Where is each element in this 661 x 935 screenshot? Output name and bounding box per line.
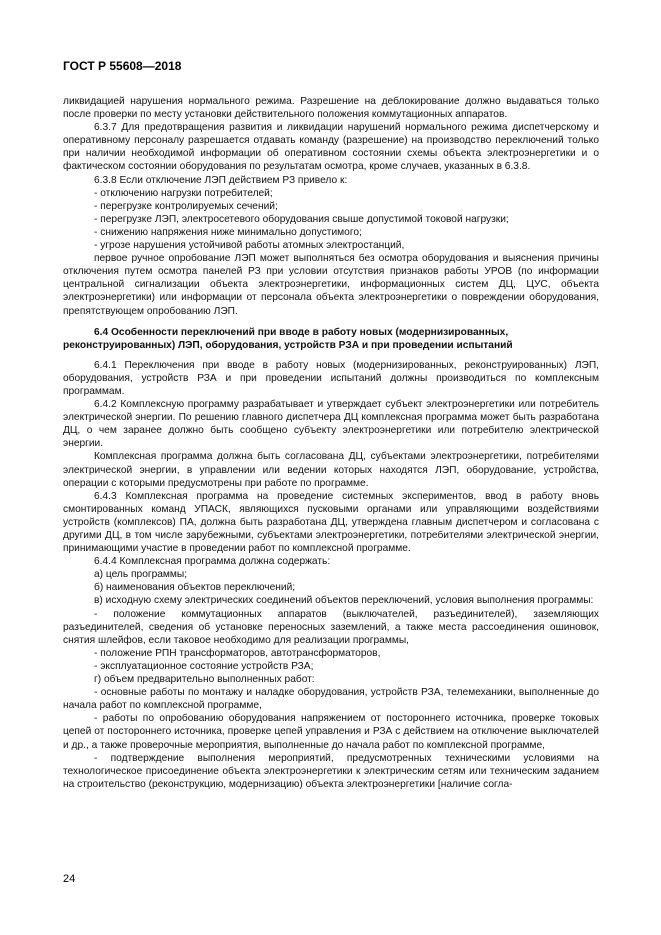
list-item: - перегрузке ЛЭП, электросетевого оборудования свыше допустимой токовой нагрузки; xyxy=(94,213,509,225)
page-number: 24 xyxy=(63,873,76,885)
list-item: - перегрузке контролируемых сечений; xyxy=(94,200,278,212)
list-item: - снижению напряжения ниже минимально допустимого; xyxy=(94,226,362,238)
list-item: б) наименования объектов переключений; xyxy=(94,582,296,594)
paragraph: первое ручное опробование ЛЭП может выполняться без осмотра оборудования и выяснения причины отключения путем осмотра панелей РЗ при условии отсутствия признаков работы УРОВ (по информации центральной сигнализации объекта электроэнергетики, информационных систем ДЦ, ЦУС, объекта электроэнергетики) или информации от персонала объекта электроэнергетики о повреждении оборудования, препятствующем опробованию ЛЭП. xyxy=(63,253,599,317)
paragraph-6-4-1: 6.4.1 Переключения при вводе в работу новых (модернизированных, реконструированных) ЛЭП, оборудования, устройств РЗА и при проведении испытаний должны производиться по комплексным программам. xyxy=(63,359,599,397)
document-code-header: ГОСТ Р 55608—2018 xyxy=(63,59,182,73)
paragraph-6-3-7: 6.3.7 Для предотвращения развития и ликвидации нарушений нормального режима диспетчерскому и оперативному персоналу разрешается отдавать команду (разрешение) на производство переключений только при наличии необходимой информации об оперативном состоянии схемы объекта электроэнергетики и о фактическом состоянии оборудования по результатам осмотра, кроме случаев, указанных в 6.3.8. xyxy=(63,122,599,173)
paragraph-6-4-3: 6.4.3 Комплексная программа на проведение системных экспериментов, ввод в работу вновь смонтированных команд УПАСК, являющихся пусковыми органами или управляющими воздействиями устройств (комплексов) ПА, должна быть разработана ДЦ, утверждена главным диспетчером и согласована с другими ДЦ, в том числе зарубежными, субъектами электроэнергетики, потребителями электрической энергии, принимающими участие в проведении работ по комплексной программе. xyxy=(63,490,599,555)
list-item: - подтверждение выполнения мероприятий, предусмотренных техническими условиями на технологическое присоединение объекта электроэнергетики к электрическим сетям или техническим заданием на строительство (реконструкцию, модернизацию) объекта электроэнергетики [наличие согла- xyxy=(63,752,599,790)
list-item: - положение коммутационных аппаратов (выключателей, разъединителей), заземляющих разъединителей, сведения об установке переносных заземлений, а также места рассоединения ошиновок, снятия шлейфов, если таковое необходимо для реализации программы, xyxy=(63,608,599,646)
list-item: а) цель программы; xyxy=(94,569,188,581)
section-heading-6-4: 6.4 Особенности переключений при вводе в работу новых (модернизированных, реконструированных) ЛЭП, оборудования, устройств РЗА и при проведении испытаний xyxy=(63,326,513,351)
list-item: - положение РПН трансформаторов, автотрансформаторов, xyxy=(94,647,381,659)
paragraph: Комплексная программа должна быть согласована ДЦ, субъектами электроэнергетики, потребителями электрической энергии, в управлении или ведении которых находятся ЛЭП, оборудование, устройства, операции с которыми предусмотрены при работе по программе. xyxy=(63,451,599,489)
list-item: в) исходную схему электрических соединений объектов переключений, условия выполнения программы: xyxy=(94,595,594,607)
list-item: - основные работы по монтажу и наладке оборудования, устройств РЗА, телемеханики, выполненные до начала работ по комплексной программе, xyxy=(63,687,599,712)
list-item: - угрозе нарушения устойчивой работы атомных электростанций, xyxy=(94,240,405,252)
list-item: - эксплуатационное состояние устройств РЗА; xyxy=(94,660,314,672)
list-item: - работы по опробованию оборудования напряжением от постороннего источника, проверке токовых цепей от постороннего источника, проверке цепей управления и РЗА с действием на отключение выключателей и др., а также проверочные мероприятия, выполненные до начала работ по комплексной программе, xyxy=(63,713,599,751)
list-item: г) объем предварительно выполненных работ: xyxy=(94,674,315,686)
paragraph-6-4-2: 6.4.2 Комплексную программу разрабатывает и утверждает субъект электроэнергетики или потребитель электрической энергии. По решению главного диспетчера ДЦ комплексная программа может быть разработана ДЦ, о чем заранее должно быть сообщено субъекту электроэнергетики или потребителю электрической энергии. xyxy=(63,399,599,450)
document-body xyxy=(63,95,599,791)
paragraph: ликвидацией нарушения нормального режима. Разрешение на деблокирование должно выдаваться только после проверки по месту установки действительного положения коммутационных аппаратов. xyxy=(63,96,599,121)
paragraph-6-3-8: 6.3.8 Если отключение ЛЭП действием РЗ привело к: xyxy=(94,174,348,186)
list-item: - отключению нагрузки потребителей; xyxy=(94,187,273,199)
paragraph-6-4-4: 6.4.4 Комплексная программа должна содержать: xyxy=(94,556,331,568)
